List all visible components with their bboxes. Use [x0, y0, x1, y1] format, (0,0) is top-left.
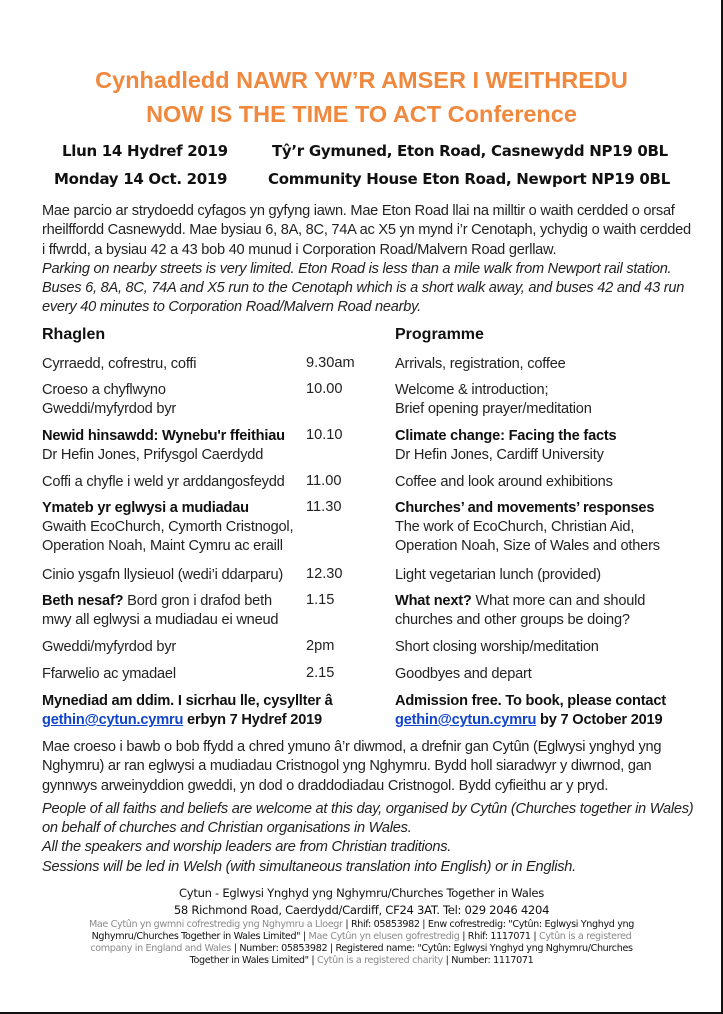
programme-item-time: 1.15: [306, 592, 335, 608]
programme-item-english: Churches’ and movements’ responses The work of EcoChurch, Christian Aid, Operation Noah, Size of Wales and others: [395, 500, 660, 554]
programme-item-english: Coffee and look around exhibitions: [395, 474, 613, 490]
travel-english: Parking on nearby streets is very limited. Eton Road is less than a mile walk from Newport rail station. Buses 6, 8A, 8C, 74A and X5 run to the Cenotaph which is a short walk away, and buses 42 and 43 run every 40 minutes to Corporation Road/Malvern Road nearby.: [42, 260, 685, 316]
date-english: Monday 14 Oct. 2019: [54, 170, 228, 188]
title-welsh: [0, 67, 723, 94]
title-welsh-prefix: Cynhadledd: [95, 67, 237, 93]
closing-english-2: All the speakers and worship leaders are from Christian traditions.: [42, 839, 452, 856]
programme-heading-english: Programme: [395, 326, 484, 343]
programme-item-english: Light vegetarian lunch (provided): [395, 567, 601, 583]
programme-item-english: Short closing worship/meditation: [395, 639, 599, 655]
programme-item-english: Goodbyes and depart: [395, 666, 532, 682]
programme-item-time: 2pm: [306, 638, 335, 654]
closing-english-3: Sessions will be led in Welsh (with simultaneous translation into English) or in English.: [42, 858, 576, 875]
venue-english: Community House Eton Road, Newport NP19 0BL: [268, 170, 670, 188]
programme-item-english: Climate change: Facing the facts Dr Hefin Jones, Cardiff University: [395, 428, 617, 463]
programme-item-welsh: Newid hinsawdd: Wynebu'r ffeithiau Dr Hefin Jones, Prifysgol Caerdydd: [42, 428, 285, 463]
title-english: [0, 101, 723, 128]
programme-item-time: 2.15: [306, 665, 335, 681]
programme-item-english: What next? What more can and should churches and other groups be doing?: [395, 593, 646, 628]
programme-item-english: Arrivals, registration, coffee: [395, 356, 566, 372]
title-english-main: NOW IS THE TIME TO ACT: [146, 101, 448, 127]
email-link-welsh[interactable]: gethin@cytun.cymru: [42, 712, 184, 728]
programme-item-time: 10.00: [306, 381, 343, 397]
closing-info: [42, 738, 702, 877]
title-welsh-main: NAWR YW’R AMSER I WEITHREDU: [236, 67, 628, 93]
travel-info: [42, 202, 692, 318]
date-welsh: Llun 14 Hydref 2019: [62, 142, 228, 160]
programme-item-time: 9.30am: [306, 355, 355, 371]
footer-address: 58 Richmond Road, Caerdydd/Cardiff, CF24 3AT. Tel: 029 2046 4204: [173, 903, 550, 917]
footer-legal-line: company in England and Wales | Number: 05853982 | Registered name: "Cytûn: Eglwysi Ynghyd yng Nghymru/Churches: [90, 943, 633, 954]
programme-item-time: 10.10: [306, 427, 343, 443]
programme-item-time: 11.00: [306, 473, 342, 489]
programme-item-welsh: Ymateb yr eglwysi a mudiadau Gwaith EcoChurch, Cymorth Cristnogol, Operation Noah, Maint Cymru ac eraill: [42, 500, 294, 554]
footer-legal-line: Nghymru/Churches Together in Wales Limited" | Mae Cytûn yn elusen gofrestredig | Rhif: 1117071 | Cytûn is a registered: [91, 931, 632, 942]
closing-welsh: Mae croeso i bawb o bob ffydd a chred ymuno â’r diwmod, a drefnir gan Cytûn (Eglwysi ynghyd yng Nghymru) ar ran eglwysi a mudiadau Cristnogol yng Nghymru. Bydd holl siaradwyr y diwrnod, gan gynnwys arweinyddion gweddi, yn dod o draddodiadau Cristnogol. Bydd cyfieithu ar y pryd.: [42, 739, 662, 794]
footer-legal-line: Together in Wales Limited" | Cytûn is a registered charity | Number: 1117071: [189, 955, 534, 966]
footer-legal-line: Mae Cytûn yn gwmni cofrestredig yng Nghymru a Lloegr | Rhif: 05853982 | Enw cofrestredig: "Cytûn: Eglwysi Ynghyd yng: [88, 919, 635, 930]
title-english-suffix: Conference: [447, 101, 577, 127]
programme-item-time: 12.30: [306, 566, 343, 582]
programme-item-welsh: Ffarwelio ac ymadael: [42, 666, 176, 682]
venue-welsh: Tŷ’r Gymuned, Eton Road, Casnewydd NP19 0BL: [272, 142, 668, 160]
booking-english: Admission free. To book, please contact gethin@cytun.cymru by 7 October 2019: [395, 693, 666, 728]
travel-welsh: Mae parcio ar strydoedd cyfagos yn gyfyng iawn. Mae Eton Road llai na milltir o waith cerdded o orsaf rheilffordd Casnewydd. Mae bysiau 6, 8A, 8C, 74A ac X5 yn mynd i’r Cenotaph, ychydig o waith cerdded i ffwrdd, a bysiau 42 a 43 bob 40 munud i Corporation Road/Malvern Road gerllaw.: [42, 203, 691, 258]
programme-item-welsh: Croeso a chyflwyno Gweddi/myfyrdod byr: [42, 382, 177, 417]
booking-welsh: Mynediad am ddim. I sicrhau lle, cysyllter â gethin@cytun.cymru erbyn 7 Hydref 2019: [42, 693, 333, 728]
programme-item-welsh: Cinio ysgafn llysieuol (wedi’i ddarparu): [42, 567, 284, 583]
programme-item-welsh: Cyrraedd, cofrestru, coffi: [42, 356, 197, 372]
programme-item-welsh: Gweddi/myfyrdod byr: [42, 639, 177, 655]
programme-heading-welsh: Rhaglen: [42, 326, 106, 343]
programme-item-welsh: Coffi a chyfle i weld yr arddangosfeydd: [42, 474, 285, 490]
closing-english-1: People of all faiths and beliefs are welcome at this day, organised by Cytûn (Churches together in Wales) on behalf of churches and Christian organisations in Wales.: [42, 800, 694, 837]
email-link-english[interactable]: gethin@cytun.cymru: [395, 712, 537, 728]
footer-org: Cytun - Eglwysi Ynghyd yng Nghymru/Churches Together in Wales: [178, 886, 545, 900]
programme-item-time: 11.30: [306, 499, 342, 515]
programme-item-welsh: Beth nesaf? Bord gron i drafod beth mwy all eglwysi a mudiadau ei wneud: [42, 593, 279, 628]
programme-item-english: Welcome & introduction; Brief opening prayer/meditation: [395, 382, 592, 417]
